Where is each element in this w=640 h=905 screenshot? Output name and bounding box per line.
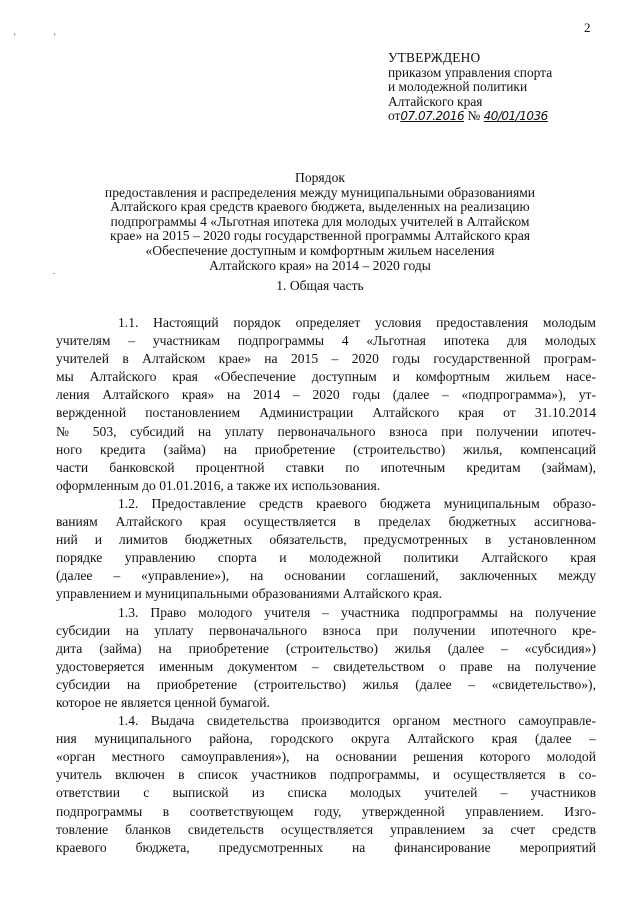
text-line: ответствии с выпиской из списка молодых учителей – участников	[56, 785, 596, 801]
text-line: субсидии на приобретение (строительство) жилья (далее – «свидетельство»),	[56, 676, 596, 692]
text-line: порядке управлению спорта и молодежной политики Алтайского края	[56, 550, 596, 566]
scan-mark: '	[54, 32, 56, 42]
title-line: Алтайского края средств краевого бюджета, выделенных на реализацию	[110, 199, 530, 215]
number-prefix: №	[467, 108, 481, 123]
document-body	[56, 314, 596, 857]
text-line: учителям – участникам подпрограммы 4 «Льготная ипотека для молодых	[56, 333, 596, 349]
scan-mark: .	[53, 266, 56, 276]
text-line: ваниям Алтайского края осуществляется в пределах бюджетных ассигнова-	[56, 514, 596, 530]
title-line: Алтайского края» на 2014 – 2020 годы	[209, 257, 431, 273]
text-line: вержденной постановлением Администрации Алтайского края от 31.10.2014	[56, 405, 596, 421]
approval-line: и молодежной политики	[388, 79, 528, 94]
approval-line: приказом управления спорта	[388, 64, 553, 80]
handwritten-number: 40/01/1036	[483, 109, 548, 123]
text-line: управлением и муниципальными образованиями Алтайского края.	[56, 586, 443, 602]
text-line: мы Алтайского края «Обеспечение доступным и комфортным жильем насе-	[56, 369, 596, 385]
handwritten-date: 07.07.2016	[400, 109, 465, 123]
text-line: ния муниципального района, городского округа Алтайского края (далее –	[56, 731, 596, 747]
approval-stamp-block	[388, 51, 618, 124]
text-line: части банковской процентной ставки по ипотечным кредитам (займам),	[56, 459, 596, 475]
text-line: которое не является ценной бумагой.	[56, 694, 270, 710]
text-line: товление бланков свидетельств осуществляется управлением за счет средств	[56, 821, 596, 837]
text-line: 1.4. Выдача свидетельства производится органом местного самоуправле-	[118, 713, 596, 729]
title-line: «Обеспечение доступным и комфортным жильем населения	[145, 242, 495, 258]
paragraph-1-3	[56, 604, 596, 713]
text-line: удостоверяется именным документом – свидетельством о праве на получение	[56, 658, 596, 674]
text-line: № 503, субсидий на уплату первоначального взноса при получении ипотеч-	[56, 423, 596, 439]
text-line: 1.3. Право молодого учителя – участника подпрограммы на получение	[118, 604, 596, 620]
document-title	[60, 171, 580, 273]
text-line: «орган местного самоуправления»), на основании решения которого молодой	[56, 749, 596, 765]
text-line: подпрограммы в соответствующем году, утвержденной управлением. Изго-	[56, 803, 596, 819]
text-line: ний и лимитов бюджетных обязательств, предусмотренных в установленном	[56, 532, 596, 548]
section-heading: 1. Общая часть	[276, 278, 364, 293]
approval-title: УТВЕРЖДЕНО	[388, 50, 481, 65]
text-line: (далее – «управление»), на основании соглашений, заключенных между	[56, 568, 596, 584]
approval-date-number-line	[388, 109, 618, 124]
title-line: предоставления и распределения между муниципальными образованиями	[104, 184, 536, 200]
paragraph-1-1	[56, 314, 596, 495]
date-prefix: от	[388, 108, 401, 123]
page-number: 2	[584, 20, 591, 35]
text-line: ного кредита (займа) на приобретение (строительство) жилья, компенсаций	[56, 441, 596, 457]
text-line: учителей в Алтайском крае» на 2015 – 2020 годы государственной програм-	[56, 351, 596, 367]
title-line: Порядок	[295, 170, 345, 185]
text-line: ления Алтайского края» на 2014 – 2020 годы (далее – «подпрограмма»), ут-	[56, 387, 596, 403]
title-line: подпрограммы 4 «Льготная ипотека для молодых учителей в Алтайском	[110, 213, 530, 229]
paragraph-1-4	[56, 712, 596, 857]
text-line: оформленным до 01.01.2016, а также их использования.	[56, 477, 381, 493]
text-line: 1.1. Настоящий порядок определяет условия предоставления молодым	[118, 315, 596, 330]
text-line: 1.2. Предоставление средств краевого бюджета муниципальным образо-	[118, 495, 596, 511]
paragraph-1-2	[56, 495, 596, 604]
title-line: крае» на 2015 – 2020 годы государственной программы Алтайского края	[110, 228, 530, 244]
text-line: краевого бюджета, предусмотренных на финансирование мероприятий	[56, 839, 596, 855]
scan-mark: '	[14, 32, 16, 42]
text-line: дита (займа) на приобретение (строительство) жилья (далее – «субсидия»)	[56, 640, 596, 656]
approval-line: Алтайского края	[388, 93, 483, 109]
text-line: субсидии на уплату первоначального взноса при получении ипотечного кре-	[56, 622, 596, 638]
text-line: учитель включен в список участников подпрограммы, и осуществляется в со-	[56, 767, 596, 783]
